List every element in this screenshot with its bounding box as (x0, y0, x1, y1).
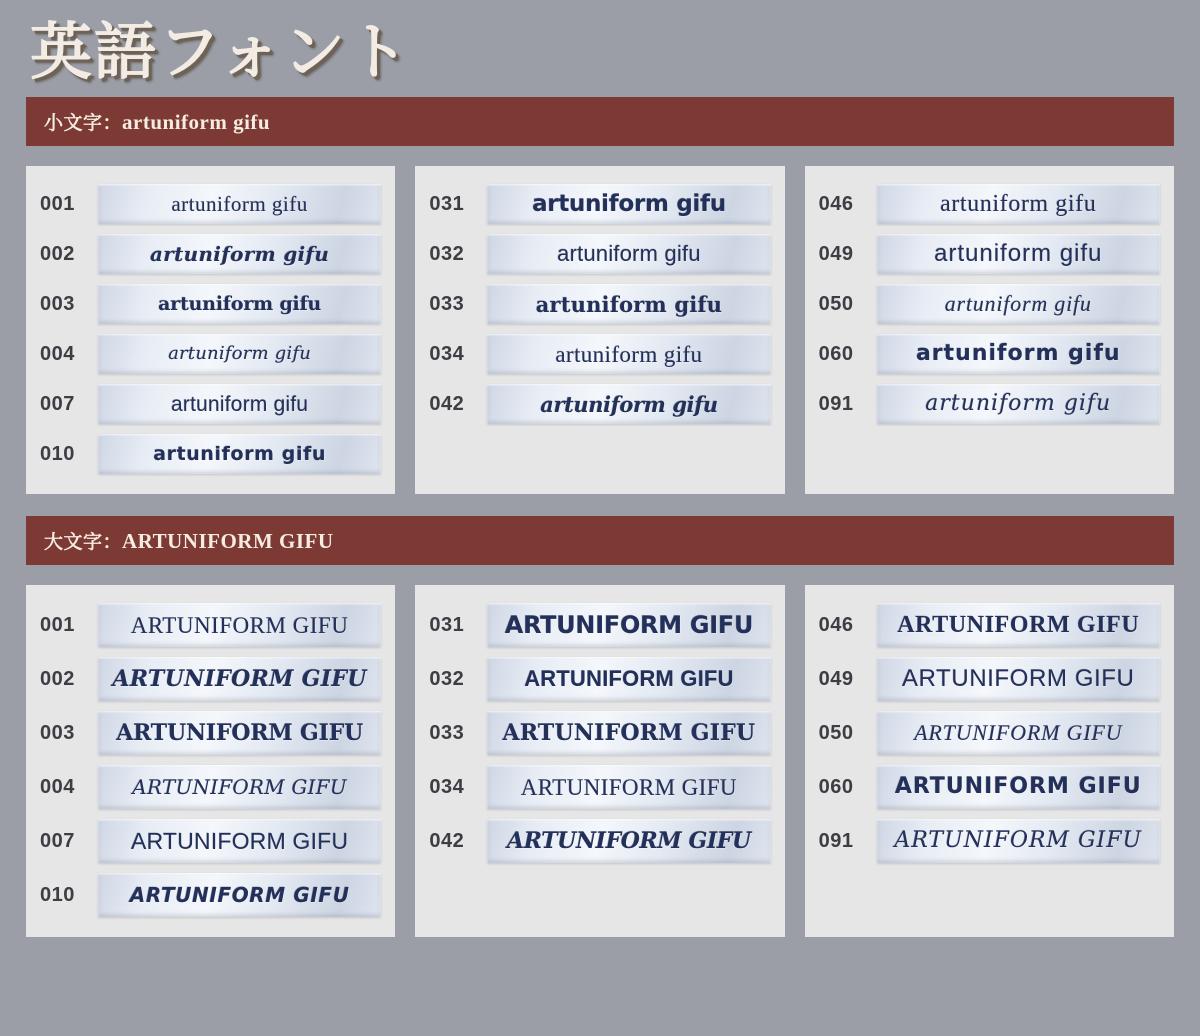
embroidery-patch (98, 819, 381, 863)
font-code: 032 (429, 667, 465, 690)
font-code: 050 (818, 721, 854, 744)
embroidery-patch (487, 819, 770, 863)
font-sample-row[interactable] (429, 384, 770, 424)
font-sample-text: artuniform gifu (944, 291, 1092, 317)
font-code: 002 (40, 667, 75, 690)
font-sample-row[interactable] (40, 384, 381, 424)
font-code: 007 (40, 392, 75, 415)
font-sample-text: ARTUNIFORM GIFU (897, 612, 1140, 639)
font-sample-row[interactable] (40, 819, 381, 863)
font-sample-row[interactable] (40, 873, 381, 917)
embroidery-patch (877, 334, 1160, 374)
embroidery-patch (98, 334, 381, 374)
sample-column (415, 166, 784, 494)
font-sample-text: artuniform gifu (532, 190, 726, 217)
font-code: 042 (429, 392, 465, 415)
section-label-jp: 小文字： (44, 112, 123, 135)
font-sample-text: artuniform gifu (150, 242, 330, 267)
font-sample-row[interactable] (429, 284, 770, 324)
embroidery-patch (877, 184, 1160, 224)
font-sample-text: ARTUNIFORM GIFU (520, 774, 738, 800)
section-header-uppercase (26, 516, 1174, 565)
embroidery-patch (98, 184, 381, 224)
embroidery-patch (877, 603, 1160, 647)
embroidery-patch (98, 384, 381, 424)
section-label-sample: ARTUNIFORM GIFU (122, 529, 334, 554)
font-code: 049 (818, 667, 854, 690)
font-sample-text: ARTUNIFORM GIFU (507, 828, 751, 855)
font-sample-text: ARTUNIFORM GIFU (132, 775, 347, 800)
font-sample-text: ARTUNIFORM GIFU (894, 828, 1143, 854)
font-sample-row[interactable] (819, 384, 1160, 424)
font-sample-text: ARTUNIFORM GIFU (116, 720, 364, 747)
font-sample-text: ARTUNIFORM GIFU (131, 827, 349, 854)
font-sample-text: artuniform gifu (171, 392, 309, 416)
font-code: 003 (40, 292, 75, 315)
sample-columns-uppercase (26, 585, 1174, 937)
embroidery-patch (487, 334, 770, 374)
font-code: 004 (40, 342, 75, 365)
font-sample-text: ARTUNIFORM GIFU (894, 774, 1142, 800)
font-sample-row[interactable] (819, 765, 1160, 809)
page-title: 英語フォント (30, 15, 411, 88)
font-code: 033 (429, 721, 465, 744)
font-sample-text: artuniform gifu (934, 240, 1103, 268)
section-label-sample: artuniform gifu (122, 110, 271, 135)
embroidery-patch (877, 234, 1160, 274)
embroidery-patch (877, 384, 1160, 424)
font-sample-row[interactable] (40, 284, 381, 324)
font-sample-text: ARTUNIFORM GIFU (902, 665, 1135, 693)
embroidery-patch (98, 711, 381, 755)
font-sample-text: artuniform gifu (171, 191, 308, 216)
embroidery-patch (487, 603, 770, 647)
font-sample-row[interactable] (40, 765, 381, 809)
font-sample-text: ARTUNIFORM GIFU (112, 666, 367, 693)
font-code: 042 (429, 829, 465, 852)
embroidery-patch (487, 234, 770, 274)
font-sample-text: ARTUNIFORM GIFU (504, 611, 754, 640)
font-code: 007 (40, 829, 75, 852)
embroidery-patch (487, 184, 770, 224)
font-code: 010 (40, 442, 75, 465)
font-sample-text: ARTUNIFORM GIFU (914, 720, 1123, 746)
embroidery-patch (98, 284, 381, 324)
font-sample-row[interactable] (819, 603, 1160, 647)
font-code: 034 (429, 775, 465, 798)
font-sample-row[interactable] (819, 711, 1160, 755)
sample-column (26, 166, 395, 494)
font-sample-text: artuniform gifu (915, 341, 1121, 367)
font-sample-text: artuniform gifu (555, 341, 703, 367)
font-sample-row[interactable] (40, 234, 381, 274)
font-code: 010 (40, 883, 75, 906)
font-sample-text: ARTUNIFORM GIFU (129, 883, 350, 908)
font-sample-text: ARTUNIFORM GIFU (130, 612, 349, 638)
embroidery-patch (487, 711, 770, 755)
font-code: 060 (818, 775, 854, 798)
font-sample-row[interactable] (819, 184, 1160, 224)
font-code: 002 (40, 242, 75, 265)
font-sample-text: artuniform gifu (540, 391, 718, 417)
font-sample-row[interactable] (429, 184, 770, 224)
font-sample-row[interactable] (819, 234, 1160, 274)
embroidery-patch (877, 819, 1160, 863)
font-sample-row[interactable] (429, 657, 770, 701)
font-code: 001 (40, 613, 75, 636)
font-sample-row[interactable] (40, 603, 381, 647)
embroidery-patch (98, 234, 381, 274)
sample-columns-lowercase (26, 166, 1174, 494)
sample-column (26, 585, 395, 937)
embroidery-patch (487, 765, 770, 809)
font-sample-text: artuniform gifu (535, 291, 723, 317)
font-code: 003 (40, 721, 75, 744)
embroidery-patch (487, 657, 770, 701)
font-code: 091 (818, 829, 854, 852)
font-sample-row[interactable] (429, 765, 770, 809)
font-sample-text: artuniform gifu (153, 442, 327, 465)
font-sample-row[interactable] (429, 711, 770, 755)
font-sample-row[interactable] (40, 434, 381, 474)
font-code: 049 (818, 242, 854, 265)
embroidery-patch (877, 765, 1160, 809)
font-sample-text: ARTUNIFORM GIFU (524, 666, 734, 692)
embroidery-patch (98, 873, 381, 917)
font-sample-row[interactable] (40, 334, 381, 374)
embroidery-patch (877, 284, 1160, 324)
font-sample-row[interactable] (429, 819, 770, 863)
font-sample-row[interactable] (429, 334, 770, 374)
font-sample-text: artuniform gifu (168, 343, 312, 365)
sample-column (415, 585, 784, 937)
font-code: 046 (818, 192, 854, 215)
font-sample-row[interactable] (819, 284, 1160, 324)
font-sample-row[interactable] (40, 657, 381, 701)
embroidery-patch (487, 384, 770, 424)
font-sample-text: ARTUNIFORM GIFU (502, 720, 756, 747)
sample-column (805, 585, 1174, 937)
embroidery-patch (98, 434, 381, 474)
font-code: 031 (429, 192, 465, 215)
font-code: 091 (818, 392, 854, 415)
font-code: 001 (40, 192, 75, 215)
font-code: 004 (40, 775, 75, 798)
section-lowercase (26, 97, 1174, 494)
font-code: 060 (818, 342, 854, 365)
sample-column (805, 166, 1174, 494)
font-sample-row[interactable] (429, 234, 770, 274)
font-code: 031 (429, 613, 465, 636)
font-sample-text: artuniform gifu (158, 292, 322, 315)
font-sample-text: artuniform gifu (940, 191, 1097, 218)
font-sample-row[interactable] (40, 184, 381, 224)
font-sample-row[interactable] (819, 334, 1160, 374)
font-code: 033 (429, 292, 465, 315)
embroidery-patch (487, 284, 770, 324)
font-code: 046 (818, 613, 854, 636)
font-sample-row[interactable] (819, 657, 1160, 701)
embroidery-patch (98, 765, 381, 809)
font-sample-text: artuniform gifu (925, 391, 1112, 417)
font-sample-row[interactable] (40, 711, 381, 755)
section-header-lowercase (26, 97, 1174, 146)
embroidery-patch (98, 603, 381, 647)
embroidery-patch (98, 657, 381, 701)
font-code: 032 (429, 242, 465, 265)
embroidery-patch (877, 711, 1160, 755)
font-sample-row[interactable] (429, 603, 770, 647)
font-code: 034 (429, 342, 465, 365)
section-label-jp: 大文字： (44, 531, 123, 554)
font-sample-text: artuniform gifu (557, 241, 701, 267)
font-code: 050 (818, 292, 854, 315)
font-sample-row[interactable] (819, 819, 1160, 863)
embroidery-patch (877, 657, 1160, 701)
section-uppercase (26, 516, 1174, 937)
